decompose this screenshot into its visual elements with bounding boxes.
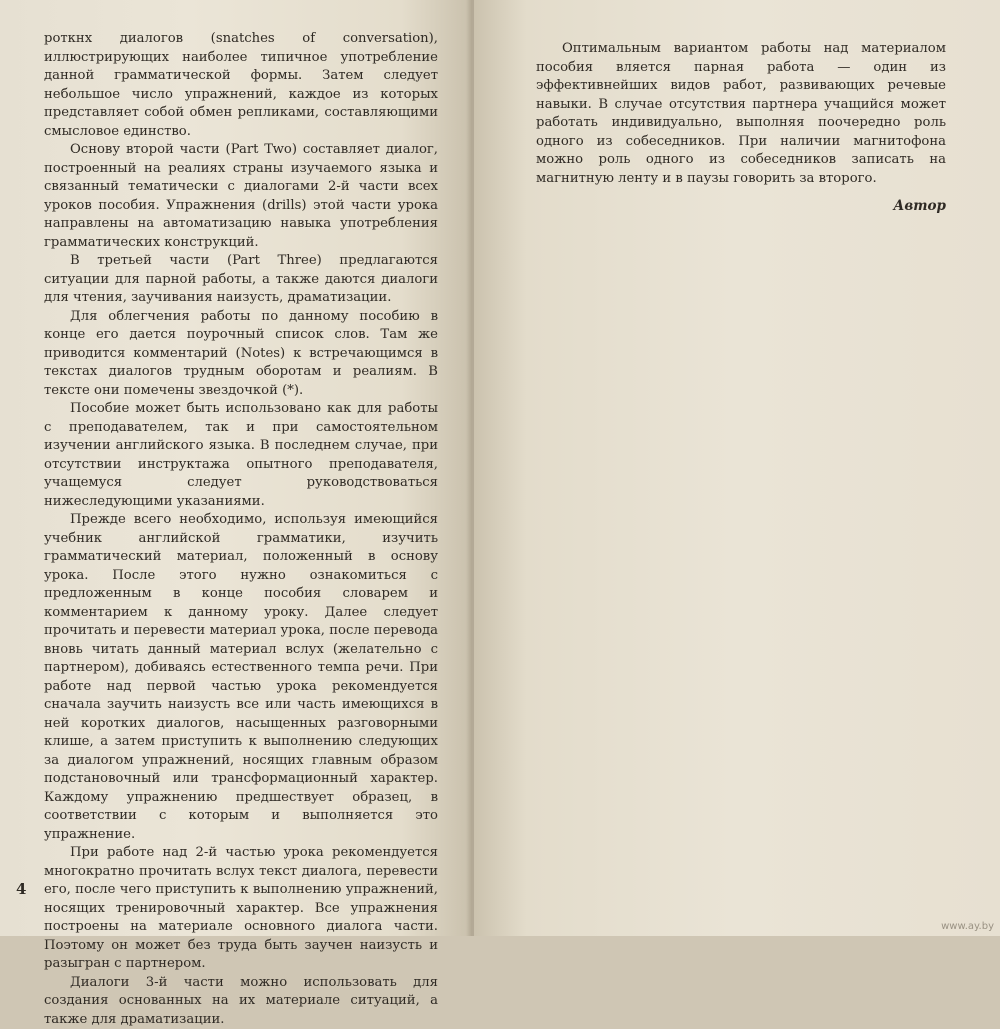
right-page: [474, 0, 1000, 936]
left-paragraph-3: В третьей части (Part Three) предлагаются ситуации для парной работы, а также даются диалоги для чтения, заучивания наизусть, драматизации.: [44, 252, 438, 308]
left-paragraph-6: Прежде всего необходимо, используя имеющийся учебник английской грамматики, изучить грамматический материал, положенный в основу урока. После этого нужно ознакомиться с предложенным в конце пособия словарем и комментарием к данному уроку. Далее следует прочитать и перевести материал урока, после перевода вновь читать данный материал вслух (желательно с партнером), добиваясь естественного темпа речи. При работе над первой частью урока рекомендуется сначала заучить наизусть все или часть имеющихся в ней коротких диалогов, насыщенных разговорными клише, а затем приступить к выполнению следующих за диалогом упражнений, носящих главным образом подстановочный или трансформационный характер. Каждому упражнению предшествует образец, в соответствии с которым и выполняется это упражнение.: [44, 511, 438, 844]
left-paragraph-2: Основу второй части (Part Two) составляет диалог, построенный на реалиях страны изучаемого языка и связанный тематически с диалогами 2-й части всех уроков пособия. Упражнения (drills) этой части урока направлены на автоматизацию навыка употребления грамматических конструкций.: [44, 141, 438, 252]
author-signature: Автор: [536, 198, 946, 214]
left-paragraph-7: При работе над 2-й частью урока рекомендуется многократно прочитать вслух текст диалога, перевести его, после чего приступить к выполнению упражнений, носящих тренировочный характер. Все упражнения построены на материале основного диалога части. Поэтому он может без труда быть заучен наизусть и разыгран с партнером.: [44, 844, 438, 974]
left-paragraph-8: Диалоги 3-й части можно использовать для создания основанных на их материале ситуаций, а также для драматизации.: [44, 974, 438, 1029]
right-paragraph-1: Оптимальным вариантом работы над материалом пособия вляется парная работа — один из эффективнейших видов работ, развивающих речевые навыки. В случае отсутствия партнера учащийся может работать индивидуально, выполняя поочередно роль одного из собеседников. При наличии магнитофона можно роль одного из собеседников записать на магнитную ленту и в паузы говорить за второго.: [536, 40, 946, 188]
page-number: 4: [16, 880, 26, 898]
left-paragraph-4: Для облегчения работы по данному пособию в конце его дается поурочный список слов. Там же приводится комментарий (Notes) к встречающимся в текстах диалогов трудным оборотам и реалиям. В тексте они помечены звездочкой (*).: [44, 308, 438, 401]
left-paragraph-5: Пособие может быть использовано как для работы с преподавателем, так и при самостоятельном изучении английского языка. В последнем случае, при отсутствии инструктажа опытного преподавателя, учащемуся следует руководствоваться нижеследующими указаниями.: [44, 400, 438, 511]
left-paragraph-1: роткнх диалогов (snatches of conversation), иллюстрирующих наиболее типичное употребление данной грамматической формы. Затем следует небольшое число упражнений, каждое из которых представляет собой обмен репликами, составляющими смысловое единство.: [44, 30, 438, 141]
left-page: [0, 0, 472, 936]
watermark: www.ay.by: [941, 921, 994, 932]
